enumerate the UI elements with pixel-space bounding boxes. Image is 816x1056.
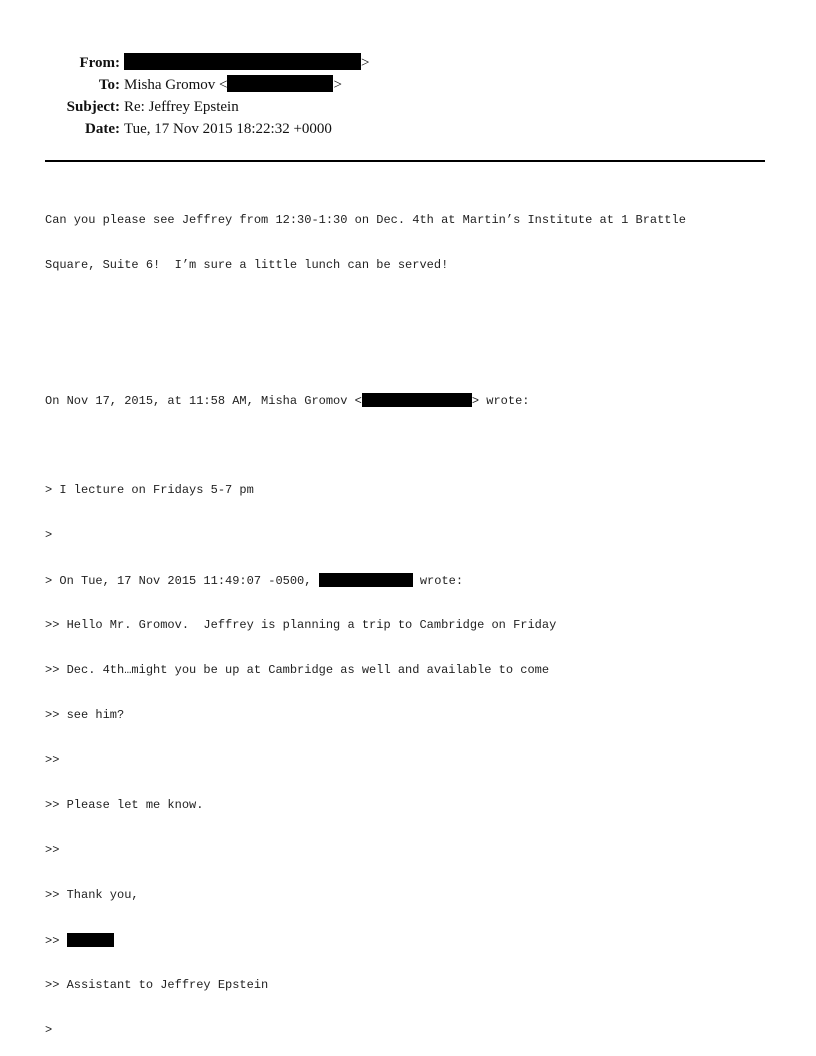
subject-value: Re: Jeffrey Epstein: [124, 99, 239, 115]
to-value: [124, 74, 342, 96]
quoted-attribution: > On Tue, 17 Nov 2015 11:49:07 -0500, wrote:: [45, 574, 464, 588]
quoted-line: >: [45, 1023, 53, 1037]
quoted-line: > I lecture on Fridays 5-7 pm: [45, 483, 254, 497]
body-line: Square, Suite 6! I’m sure a little lunch can be served!: [45, 258, 449, 272]
blank-line: [45, 438, 775, 453]
quoted-line: >>: [45, 843, 60, 857]
redaction-block: [319, 573, 413, 587]
from-row: [0, 52, 816, 74]
to-label: To:: [98, 77, 120, 93]
quoted-line: >> see him?: [45, 708, 125, 722]
from-label: From:: [79, 55, 120, 71]
from-suffix: >: [361, 55, 370, 71]
email-header: [0, 52, 816, 140]
quoted-line: >>: [45, 753, 60, 767]
redaction-block: [124, 53, 361, 70]
date-label: Date:: [85, 121, 120, 137]
quoted-line: >> Thank you,: [45, 888, 139, 902]
reply-attribution: On Nov 17, 2015, at 11:58 AM, Misha Gromov < > wrote:: [45, 394, 530, 408]
date-row: [0, 118, 816, 140]
quoted-signature: >>: [45, 933, 775, 948]
body-line: Can you please see Jeffrey from 12:30-1:30 on Dec. 4th at Martin’s Institute at 1 Brattle: [45, 213, 686, 227]
blank-line: [45, 348, 775, 363]
quoted-line: >> Dec. 4th…might you be up at Cambridge as well and available to come: [45, 663, 550, 677]
redaction-block: [362, 393, 472, 407]
to-suffix: >: [333, 77, 342, 93]
email-body: [45, 183, 775, 1053]
to-prefix: Misha Gromov <: [124, 77, 228, 93]
quoted-line: >: [45, 528, 53, 542]
from-value: [124, 52, 369, 74]
quoted-line: >> Assistant to Jeffrey Epstein: [45, 978, 269, 992]
redaction-block: [227, 75, 333, 92]
redaction-block: [67, 933, 114, 947]
blank-line: [45, 303, 775, 318]
quoted-line: >> Please let me know.: [45, 798, 204, 812]
quoted-line: >> Hello Mr. Gromov. Jeffrey is planning a trip to Cambridge on Friday: [45, 618, 557, 632]
to-row: [0, 74, 816, 96]
subject-row: [0, 96, 816, 118]
date-value: Tue, 17 Nov 2015 18:22:32 +0000: [124, 121, 332, 137]
subject-label: Subject:: [66, 99, 120, 115]
header-divider: [45, 160, 765, 162]
